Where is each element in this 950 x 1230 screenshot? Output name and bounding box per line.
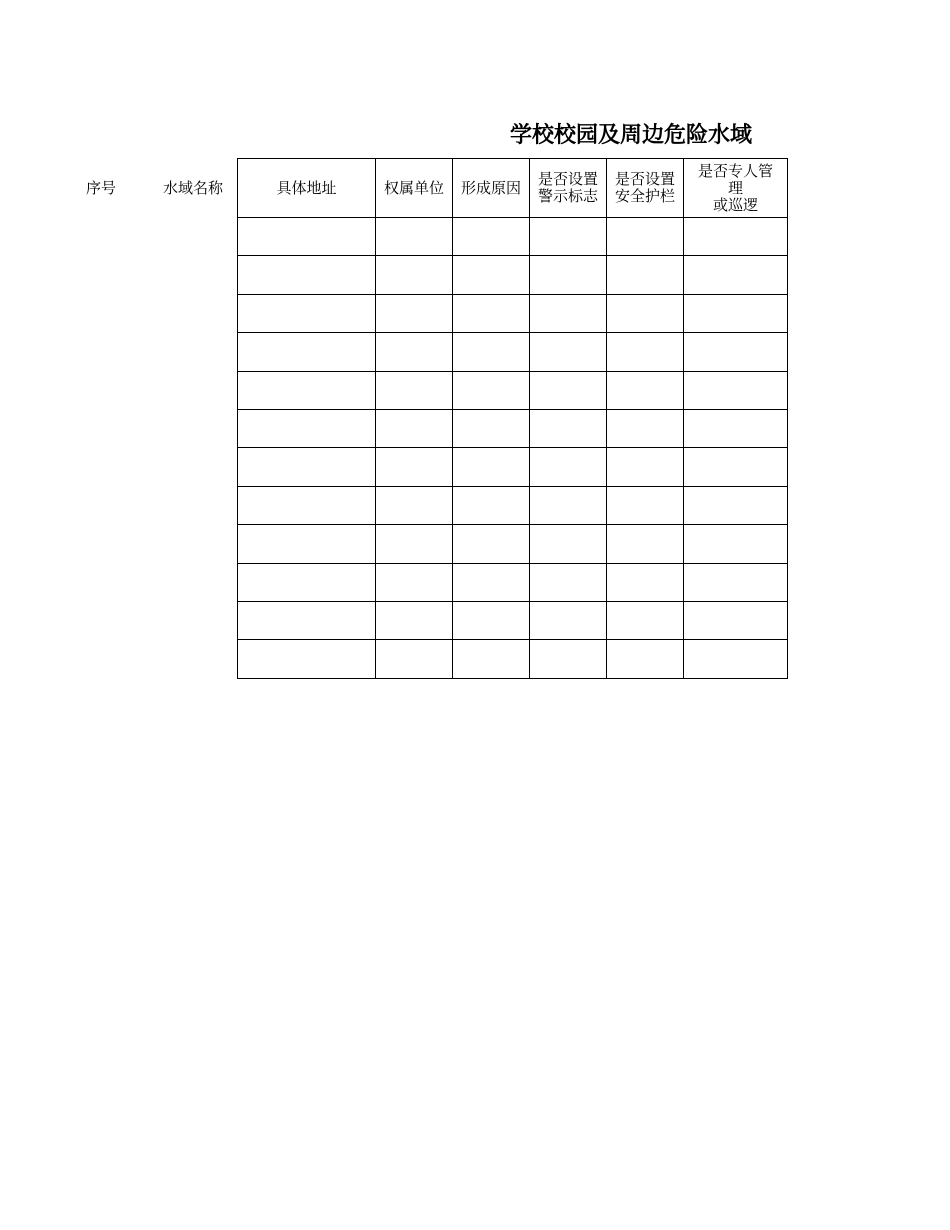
header-water-area-name: 水域名称 <box>163 178 224 197</box>
table-row <box>238 563 788 601</box>
table-cell[interactable] <box>607 563 684 601</box>
table-cell[interactable] <box>453 371 530 409</box>
table-cell[interactable] <box>453 256 530 294</box>
table-row <box>238 294 788 332</box>
table-cell[interactable] <box>530 448 607 486</box>
water-survey-table <box>237 158 788 679</box>
table-cell[interactable] <box>607 371 684 409</box>
table-cell[interactable] <box>530 409 607 447</box>
table-cell[interactable] <box>376 218 453 256</box>
table-row <box>238 333 788 371</box>
table-cell[interactable] <box>530 525 607 563</box>
table-cell[interactable] <box>684 640 788 678</box>
table-cell[interactable] <box>684 409 788 447</box>
page-title: 学校校园及周边危险水域 <box>510 122 753 148</box>
table-cell[interactable] <box>530 256 607 294</box>
table-cell[interactable] <box>530 333 607 371</box>
table-cell[interactable] <box>238 601 376 639</box>
table-cell[interactable] <box>238 448 376 486</box>
table-cell[interactable] <box>238 256 376 294</box>
table-cell[interactable] <box>376 409 453 447</box>
col-header-patrol: 是否专人管 理 或巡逻 <box>684 159 788 218</box>
table-cell[interactable] <box>376 525 453 563</box>
col-header-warning-sign: 是否设置 警示标志 <box>530 159 607 218</box>
table-cell[interactable] <box>607 525 684 563</box>
table-cell[interactable] <box>238 333 376 371</box>
table-cell[interactable] <box>238 371 376 409</box>
table-cell[interactable] <box>607 256 684 294</box>
table-cell[interactable] <box>530 294 607 332</box>
table-cell[interactable] <box>453 563 530 601</box>
table-cell[interactable] <box>607 601 684 639</box>
table-cell[interactable] <box>376 640 453 678</box>
table-cell[interactable] <box>238 218 376 256</box>
table-cell[interactable] <box>376 371 453 409</box>
table-cell[interactable] <box>607 486 684 524</box>
col-header-owner: 权属单位 <box>376 159 453 218</box>
col-header-guardrail: 是否设置 安全护栏 <box>607 159 684 218</box>
table-cell[interactable] <box>453 409 530 447</box>
table-cell[interactable] <box>684 218 788 256</box>
table-cell[interactable] <box>376 563 453 601</box>
table-row <box>238 371 788 409</box>
table-cell[interactable] <box>453 486 530 524</box>
table-cell[interactable] <box>238 294 376 332</box>
table-cell[interactable] <box>530 371 607 409</box>
table-header-row <box>238 159 788 218</box>
table-cell[interactable] <box>453 448 530 486</box>
table-cell[interactable] <box>238 563 376 601</box>
table-cell[interactable] <box>453 640 530 678</box>
table-cell[interactable] <box>453 333 530 371</box>
table-cell[interactable] <box>376 448 453 486</box>
table-cell[interactable] <box>684 371 788 409</box>
table-row <box>238 525 788 563</box>
table-cell[interactable] <box>684 256 788 294</box>
table-cell[interactable] <box>238 640 376 678</box>
table-cell[interactable] <box>453 601 530 639</box>
table-body <box>238 218 788 679</box>
table-cell[interactable] <box>684 563 788 601</box>
table-cell[interactable] <box>607 409 684 447</box>
table-cell[interactable] <box>376 486 453 524</box>
table-cell[interactable] <box>376 294 453 332</box>
table-cell[interactable] <box>453 525 530 563</box>
table-cell[interactable] <box>684 448 788 486</box>
table-row <box>238 218 788 256</box>
table-row <box>238 448 788 486</box>
table-cell[interactable] <box>376 601 453 639</box>
table-cell[interactable] <box>684 333 788 371</box>
table-cell[interactable] <box>376 256 453 294</box>
table-cell[interactable] <box>684 294 788 332</box>
table-cell[interactable] <box>238 525 376 563</box>
table-cell[interactable] <box>684 601 788 639</box>
table-cell[interactable] <box>684 525 788 563</box>
table-cell[interactable] <box>530 640 607 678</box>
table-cell[interactable] <box>607 448 684 486</box>
table-cell[interactable] <box>530 218 607 256</box>
table-cell[interactable] <box>530 486 607 524</box>
table-row <box>238 601 788 639</box>
table-row <box>238 486 788 524</box>
table-cell[interactable] <box>684 486 788 524</box>
table-cell[interactable] <box>607 640 684 678</box>
table-cell[interactable] <box>376 333 453 371</box>
col-header-cause: 形成原因 <box>453 159 530 218</box>
table-cell[interactable] <box>238 409 376 447</box>
table-cell[interactable] <box>453 218 530 256</box>
table-row <box>238 256 788 294</box>
table-cell[interactable] <box>607 333 684 371</box>
table-cell[interactable] <box>607 294 684 332</box>
table-cell[interactable] <box>238 486 376 524</box>
header-serial-number: 序号 <box>86 178 117 197</box>
table-cell[interactable] <box>453 294 530 332</box>
table-cell[interactable] <box>530 563 607 601</box>
table-cell[interactable] <box>607 218 684 256</box>
table-cell[interactable] <box>530 601 607 639</box>
table-row <box>238 640 788 678</box>
col-header-address: 具体地址 <box>238 159 376 218</box>
table-row <box>238 409 788 447</box>
